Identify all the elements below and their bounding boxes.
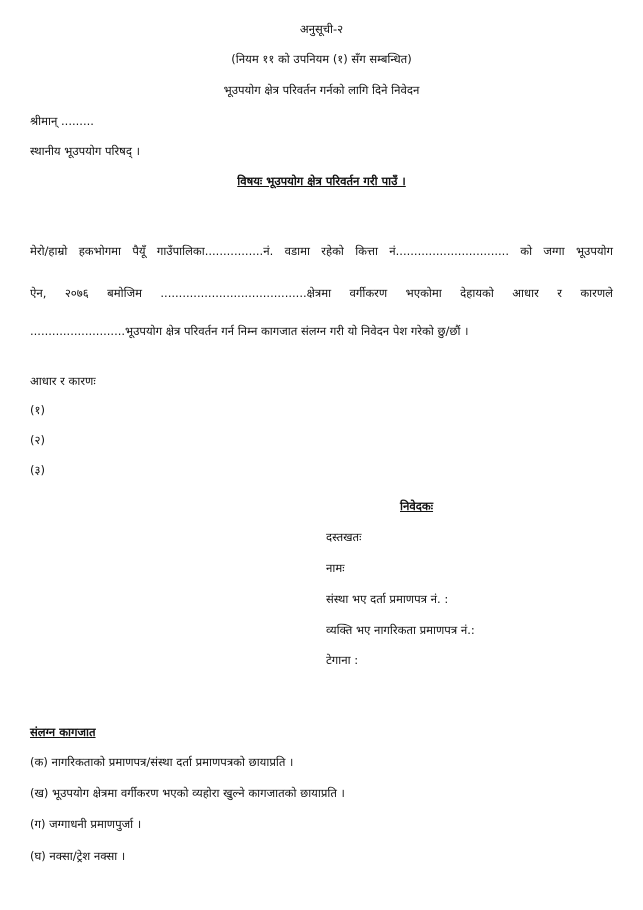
reason-item: (१) [30,403,45,417]
form-title: भूउपयोग क्षेत्र परिवर्तन गर्नको लागि दिने निवेदन [223,83,420,97]
schedule-label: अनुसूची-२ [299,22,344,36]
reasons-heading: आधार र कारणः [30,374,96,388]
applicant-heading: निवेदकः [400,499,434,513]
rule-reference: (नियम ११ को उपनियम (१) सँग सम्बन्धित) [231,52,412,66]
word: कित्ता [355,244,378,258]
reason-item: (३) [30,463,45,477]
applicant-name: नामः [326,561,345,575]
body-line-3: ..........................भूउपयोग क्षेत्र परिवर्तन गर्न निम्न कागजात संलग्न गरी यो निवेदन पेश गरेको छु/छौं । [30,324,469,338]
applicant-address: टेगाना : [326,653,359,667]
body-line-2 [30,285,613,301]
word: गाउँपालिका................नं. [156,244,274,258]
word: ऐन, [30,286,47,300]
attachment-item: (ग) जग्गाधनी प्रमाणपुर्जा । [30,817,142,831]
reason-item: (२) [30,433,45,447]
word: कारणले [580,286,613,300]
word: रहेको [321,244,344,258]
word: बमोजिम [107,286,142,300]
word: मेरो/हाम्रो [30,244,68,258]
word: आधार [512,286,539,300]
word: जग्गा [543,244,565,258]
attachment-item: (क) नागरिकताको प्रमाणपत्र/संस्था दर्ता प्रमाणपत्रको छायाप्रति । [30,755,294,769]
body-line-1 [30,243,613,259]
salutation: श्रीमान् ......... [30,114,94,128]
word: २०७६ [64,286,89,300]
applicant-org-registration: संस्था भए दर्ता प्रमाणपत्र नं. : [326,592,449,606]
attachment-item: (घ) नक्सा/ट्रेश नक्सा । [30,849,126,863]
word: वर्गीकरण [349,286,388,300]
council-name: स्थानीय भूउपयोग परिषद् । [30,144,140,158]
applicant-signature: दस्तखतः [326,530,362,544]
word: भूउपयोग [575,244,613,258]
word: र [557,286,562,300]
subject-line: विषयः भूउपयोग क्षेत्र परिवर्तन गरी पाउँ । [237,174,406,188]
attachment-item: (ख) भूउपयोग क्षेत्रमा वर्गीकरण भएको व्यहोरा खुल्ने कागजातको छायाप्रति । [30,786,345,800]
word: देहायको [460,286,494,300]
applicant-citizenship: व्यक्ति भए नागरिकता प्रमाणपत्र नं.: [326,623,475,637]
word: को [520,244,533,258]
attachments-heading: संलग्न कागजात [30,725,96,739]
word: भएकोमा [405,286,442,300]
word: नं............................... [389,244,509,258]
word: वडामा [284,244,310,258]
word: हकभोगमा [78,244,122,258]
word: ........................................क्षेत्रमा [160,286,332,300]
word: पैयूँ [132,244,146,258]
